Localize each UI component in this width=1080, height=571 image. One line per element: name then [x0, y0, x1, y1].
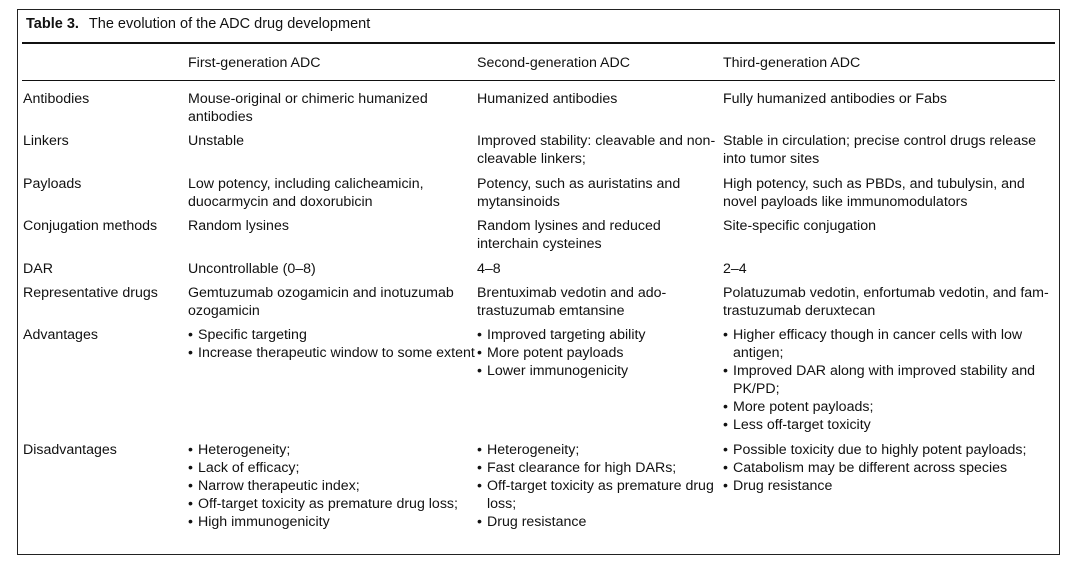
- table-cell: Random lysines: [188, 218, 289, 234]
- list-item: • Narrow therapeutic index;: [188, 477, 475, 495]
- table-cell: 4–8: [477, 261, 501, 277]
- table-cell: Humanized antibodies: [477, 91, 618, 107]
- row-label: Disadvantages: [23, 442, 117, 458]
- table-cell: Low potency, including calicheamicin, duocarmycin and doxorubicin: [188, 176, 424, 210]
- list-item: • More potent payloads;: [723, 398, 1058, 416]
- table-cell: Uncontrollable (0–8): [188, 261, 316, 277]
- bullet-list: [188, 441, 475, 531]
- table-title: The evolution of the ADC drug development: [88, 16, 371, 32]
- bullet-list: [477, 326, 720, 380]
- table-frame: [17, 9, 1060, 555]
- table-caption: [26, 16, 370, 32]
- table-number: Table 3.: [26, 16, 79, 32]
- row-label: Antibodies: [23, 91, 90, 107]
- table-cell: 2–4: [723, 261, 747, 277]
- header-second-generation: Second-generation ADC: [477, 55, 631, 71]
- top-rule: [22, 42, 1055, 44]
- header-rule: [22, 80, 1055, 81]
- row-label: Conjugation methods: [23, 218, 158, 234]
- row-label: Advantages: [23, 327, 98, 343]
- header-third-generation: Third-generation ADC: [723, 55, 861, 71]
- list-item: • Specific targeting: [188, 326, 475, 344]
- table-cell: Fully humanized antibodies or Fabs: [723, 91, 947, 107]
- table-cell: Gemtuzumab ozogamicin and inotuzumab ozogamicin: [188, 285, 454, 319]
- list-item: • Fast clearance for high DARs;: [477, 459, 720, 477]
- list-item: • Off-target toxicity as premature drug loss;: [477, 477, 720, 513]
- list-item: • Catabolism may be different across species: [723, 459, 1058, 477]
- table-cell: Polatuzumab vedotin, enfortumab vedotin, and fam-trastuzumab deruxtecan: [723, 285, 1049, 319]
- list-item: • Less off-target toxicity: [723, 416, 1058, 434]
- table-cell: Brentuximab vedotin and ado-trastuzumab emtansine: [477, 285, 667, 319]
- row-label: Payloads: [23, 176, 82, 192]
- row-label: DAR: [23, 261, 53, 277]
- bullet-list: [477, 441, 720, 531]
- list-item: • Higher efficacy though in cancer cells with low antigen;: [723, 326, 1058, 362]
- bullet-list: [188, 326, 475, 362]
- table-cell: Unstable: [188, 133, 244, 149]
- list-item: • Heterogeneity;: [188, 441, 475, 459]
- table-cell: High potency, such as PBDs, and tubulysin, and novel payloads like immunomodulators: [723, 176, 1025, 210]
- table-cell: Site-specific conjugation: [723, 218, 876, 234]
- table-cell: Potency, such as auristatins and mytansinoids: [477, 176, 681, 210]
- list-item: • Lack of efficacy;: [188, 459, 475, 477]
- list-item: • Possible toxicity due to highly potent payloads;: [723, 441, 1058, 459]
- table-cell: Mouse-original or chimeric humanized antibodies: [188, 91, 428, 125]
- list-item: • Heterogeneity;: [477, 441, 720, 459]
- table-cell: Stable in circulation; precise control drugs release into tumor sites: [723, 133, 1037, 167]
- list-item: • More potent payloads: [477, 344, 720, 362]
- list-item: • Increase therapeutic window to some extent: [188, 344, 475, 362]
- header-first-generation: First-generation ADC: [188, 55, 321, 71]
- row-label: Representative drugs: [23, 285, 158, 301]
- list-item: • Improved DAR along with improved stability and PK/PD;: [723, 362, 1058, 398]
- list-item: • High immunogenicity: [188, 513, 475, 531]
- bullet-list: [723, 441, 1058, 495]
- table-cell: Improved stability: cleavable and non-cleavable linkers;: [477, 133, 716, 167]
- list-item: • Drug resistance: [723, 477, 1058, 495]
- list-item: • Drug resistance: [477, 513, 720, 531]
- table-cell: Random lysines and reduced interchain cysteines: [477, 218, 661, 252]
- list-item: • Lower immunogenicity: [477, 362, 720, 380]
- row-label: Linkers: [23, 133, 69, 149]
- list-item: • Off-target toxicity as premature drug loss;: [188, 495, 475, 513]
- bullet-list: [723, 326, 1058, 434]
- list-item: • Improved targeting ability: [477, 326, 720, 344]
